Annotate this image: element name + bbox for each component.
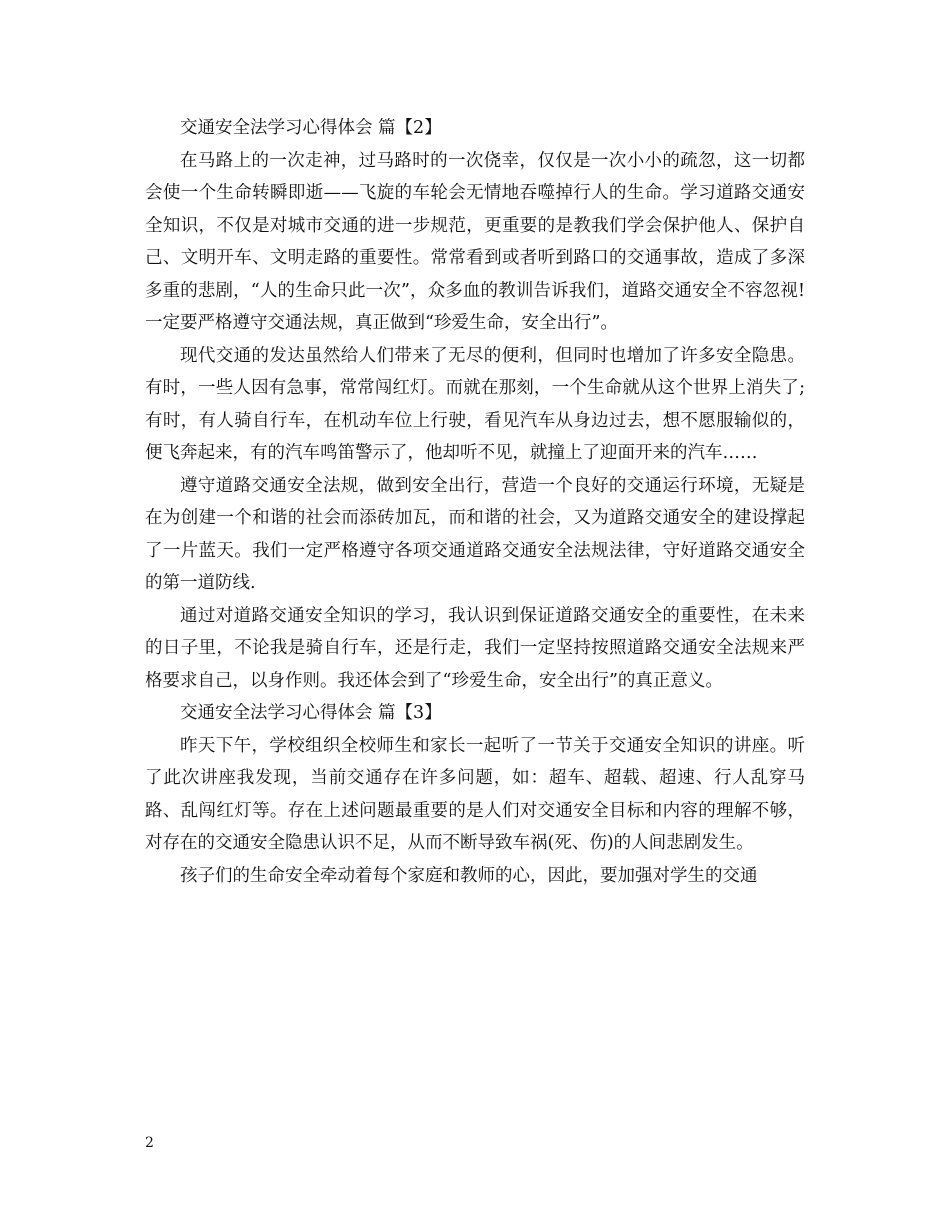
- section-heading-3: 交通安全法学习心得体会 篇【3】: [180, 703, 442, 723]
- paragraph: 遵守道路交通安全法规，做到安全出行，营造一个良好的交通运行环境，无疑是在为创建一个和谐的社会而添砖加瓦，而和谐的社会，又为道路交通安全的建设撑起了一片蓝天。我们一定严格遵守各项交通道路交通安全法规法律，守好道路交通安全的第一道防线.: [145, 475, 805, 593]
- paragraph: 孩子们的生命安全牵动着每个家庭和教师的心，因此，要加强对学生的交通: [180, 865, 758, 886]
- paragraph: 在马路上的一次走神，过马路时的一次侥幸，仅仅是一次小小的疏忽，这一切都会使一个生命转瞬即逝——飞旋的车轮会无情地吞噬掉行人的生命。学习道路交通安全知识，不仅是对城市交通的进一步规范，更重要的是教我们学会保护他人、保护自己、文明开车、文明走路的重要性。常常看到或者听到路口的交通事故，造成了多深多重的悲剧，“人的生命只此一次”，众多血的教训告诉我们，道路交通安全不容忽视!一定要严格遵守交通法规，真正做到“珍爱生命，安全出行”。: [145, 150, 805, 333]
- section-heading-2: 交通安全法学习心得体会 篇【2】: [180, 118, 442, 138]
- document-body: [145, 112, 805, 892]
- paragraph: 昨天下午，学校组织全校师生和家长一起听了一节关于交通安全知识的讲座。听了此次讲座我发现，当前交通存在许多问题，如：超车、超载、超速、行人乱穿马路、乱闯红灯等。存在上述问题最重要的是人们对交通安全目标和内容的理解不够，对存在的交通安全隐患认识不足，从而不断导致车祸(死、伤)的人间悲剧发生。: [145, 735, 805, 853]
- page-number: 2: [145, 1135, 154, 1151]
- paragraph: 现代交通的发达虽然给人们带来了无尽的便利，但同时也增加了许多安全隐患。有时，一些人因有急事，常常闯红灯。而就在那刻，一个生命就从这个世界上消失了;有时，有人骑自行车，在机动车位上行驶，看见汽车从身边过去，想不愿服输似的，便飞奔起来，有的汽车鸣笛警示了，他却听不见，就撞上了迎面开来的汽车……: [145, 345, 805, 463]
- paragraph: 通过对道路交通安全知识的学习，我认识到保证道路交通安全的重要性，在未来的日子里，不论我是骑自行车，还是行走，我们一定坚持按照道路交通安全法规来严格要求自己，以身作则。我还体会到了“珍爱生命，安全出行”的真正意义。: [145, 605, 805, 691]
